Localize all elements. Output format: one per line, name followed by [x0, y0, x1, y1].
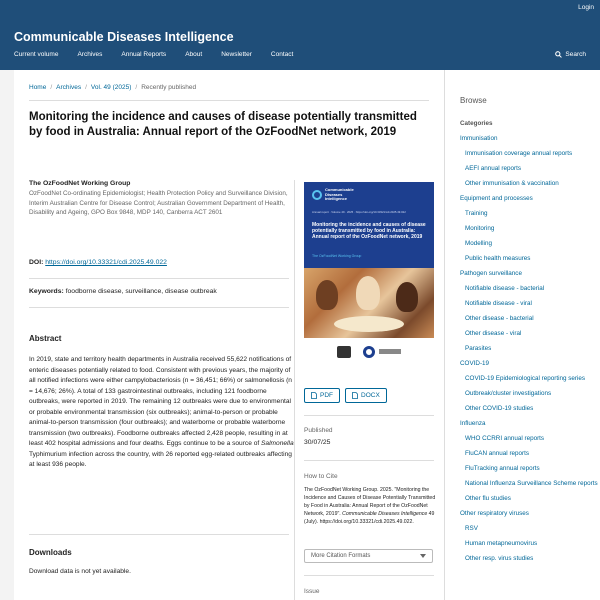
login-link[interactable]: Login: [578, 4, 594, 11]
subcategory-link[interactable]: FluTracking annual reports: [465, 465, 540, 472]
author-block: [29, 180, 289, 218]
more-citation-formats-dropdown[interactable]: [304, 549, 433, 563]
nav-annual-reports[interactable]: Annual Reports: [121, 51, 167, 58]
nav-current-volume[interactable]: Current volume: [14, 51, 59, 58]
subcategory-link[interactable]: Parasites: [465, 345, 492, 352]
file-icon: [311, 392, 317, 399]
category-link[interactable]: Pathogen surveillance: [460, 270, 522, 277]
issue-label: Issue: [304, 588, 320, 595]
site-header: [0, 0, 600, 70]
subcategory-link[interactable]: FluCAN annual reports: [465, 450, 530, 457]
breadcrumb-separator: /: [135, 84, 138, 91]
sidebar: [444, 70, 600, 600]
subcategory-link[interactable]: Training: [465, 210, 488, 217]
divider: [29, 534, 289, 535]
docx-label: DOCX: [361, 392, 380, 399]
government-crest-icon: [337, 346, 351, 358]
subcategory-link[interactable]: Modelling: [465, 240, 492, 247]
cdc-logo-icon: [363, 346, 375, 358]
cover-title: Monitoring the incidence and causes of disease potentially transmitted by food in Australia: Annual report of the OzFoodNet network, 2019: [312, 222, 426, 240]
category-link[interactable]: COVID-19: [460, 360, 490, 367]
article-title: Monitoring the incidence and causes of disease potentially transmitted by food in Australia: Annual report of the OzFoodNet network, 2019: [29, 111, 417, 138]
cover-footer: [304, 338, 434, 365]
browse-heading: Browse: [460, 96, 487, 105]
category-link[interactable]: Immunisation: [460, 135, 498, 142]
category-link[interactable]: Influenza: [460, 420, 486, 427]
breadcrumb-volume[interactable]: Vol. 49 (2025): [90, 84, 132, 91]
subcategory-link[interactable]: National Influenza Surveillance Scheme reports: [465, 480, 598, 487]
author-affiliation: OzFoodNet Co-ordinating Epidemiologist; Health Protection Policy and Surveillance Division, Interim Australian Centre for Disease Control; Australian Government Department of Health, Disability and Ageing, GPO Box 9848, MDP 140, Canberra ACT 2601: [29, 190, 288, 216]
cover-logo-text: Communicable Diseases Intelligence: [325, 187, 354, 201]
divider: [29, 278, 289, 279]
citation-part-1: The OzFoodNet Working Group. 2025. "Monitoring the Incidence and Causes of Disease Potentially Transmitted by Food in Australia: Annual Report of the OzFoodNet Network, 2019".: [304, 487, 436, 517]
breadcrumb-archives[interactable]: Archives: [56, 84, 82, 91]
more-citation-formats-label: More Citation Formats: [311, 553, 371, 559]
site-title[interactable]: Communicable Diseases Intelligence: [14, 30, 234, 44]
nav-about[interactable]: About: [185, 51, 203, 58]
search-label: Search: [565, 51, 586, 58]
subcategory-link[interactable]: Notifiable disease - bacterial: [465, 285, 545, 292]
subcategory-link[interactable]: Public health measures: [465, 255, 531, 262]
category-link[interactable]: Other respiratory viruses: [460, 510, 529, 517]
category-link[interactable]: Equipment and processes: [460, 195, 533, 202]
subcategory-link[interactable]: Other flu studies: [465, 495, 511, 502]
galley-links: [304, 388, 392, 403]
subcategory-link[interactable]: WHO CCRRI annual reports: [465, 435, 545, 442]
keywords-value: foodborne disease, surveillance, disease outbreak: [65, 288, 217, 295]
subcategory-link[interactable]: RSV: [465, 525, 478, 532]
divider: [29, 307, 289, 308]
divider: [304, 415, 434, 416]
pdf-label: PDF: [320, 392, 333, 399]
breadcrumb-home[interactable]: Home: [29, 84, 47, 91]
abstract-part-2: Typhimurium infection across the country, with 26 reported egg-related outbreaks affecting at least 936 people.: [29, 450, 292, 468]
subcategory-link[interactable]: Monitoring: [465, 225, 495, 232]
breadcrumb-separator: /: [85, 84, 87, 91]
search-link[interactable]: [555, 51, 586, 58]
cover-logo: [312, 188, 363, 202]
subcategory-link[interactable]: Other immunisation & vaccination: [465, 180, 559, 187]
subcategory-link[interactable]: COVID-19 Epidemiological reporting series: [465, 375, 586, 382]
docx-download-button[interactable]: [345, 388, 387, 403]
citation-journal: Communicable Diseases Intelligence: [342, 511, 428, 517]
divider: [29, 100, 429, 101]
subcategory-link[interactable]: Other resp. virus studies: [465, 555, 534, 562]
article-main: [14, 70, 444, 600]
author-name: The OzFoodNet Working Group: [29, 180, 131, 187]
search-icon: [555, 51, 562, 58]
subcategory-link[interactable]: AEFI annual reports: [465, 165, 522, 172]
subcategory-link[interactable]: Other COVID-19 studies: [465, 405, 534, 412]
doi-link[interactable]: https://doi.org/10.33321/cdi.2025.49.022: [45, 259, 167, 266]
keywords-label: Keywords:: [29, 288, 64, 295]
person-figure: [316, 280, 338, 310]
cdc-logo-wordmark: [379, 349, 401, 354]
cover-meta: Annual report · Volume 49 · 2025 · https://doi.org/10.33321/cdi.2025.49.022: [312, 210, 406, 214]
cover-author: The OzFoodNet Working Group: [312, 254, 362, 258]
subcategory-link[interactable]: Outbreak/cluster investigations: [465, 390, 552, 397]
abstract-heading: Abstract: [29, 334, 62, 343]
published-label: Published: [304, 427, 333, 434]
food-plate: [334, 316, 404, 332]
divider: [304, 575, 434, 576]
nav-contact[interactable]: Contact: [270, 51, 294, 58]
pdf-download-button[interactable]: [304, 388, 340, 403]
breadcrumb-separator: /: [50, 84, 53, 91]
person-figure: [356, 276, 380, 310]
file-icon: [352, 392, 358, 399]
page-content: [14, 70, 600, 600]
categories-heading: Categories: [460, 120, 493, 127]
abstract-part-1: In 2019, state and territory health departments in Australia received 55,622 notifications of enteric diseases potentially related to food. Consistent with previous years, the majority of all notified infections were either campylobacteriosis (n = 36,451; 66%) or salmonellosis (n = 14,676; 26%). A total of 133 gastrointestinal outbreaks, including 121 foodborne outbreaks, were reported in 2019. The remaining 12 outbreaks were due to environmental or probable environmental transmission (six outbreaks); animal-to-person or probable animal-to-person transmission (four outbreaks); and waterborne or probable waterborne transmission (two outbreaks). Foodborne outbreaks affected 2,428 people, resulting in at least 402 hospital admissions and four deaths. Eggs continue to be a source of: [29, 356, 292, 447]
person-figure: [396, 282, 418, 312]
downloads-text: Download data is not yet available.: [29, 568, 131, 575]
subcategory-link[interactable]: Other disease - bacterial: [465, 315, 534, 322]
divider: [304, 460, 434, 461]
breadcrumb-current: Recently published: [141, 84, 197, 91]
category-list: [460, 135, 598, 570]
cover-image: [304, 182, 434, 365]
keywords-row: [29, 288, 217, 295]
subcategory-link[interactable]: Immunisation coverage annual reports: [465, 150, 573, 157]
column-divider: [294, 180, 295, 600]
how-to-cite-label: How to Cite: [304, 473, 338, 480]
citation-text: [304, 486, 436, 526]
main-nav: [14, 51, 586, 58]
citation-part-2: 49 (July). https://doi.org/10.33321/cdi.2025.49.022.: [304, 511, 435, 525]
chevron-down-icon: [420, 554, 426, 558]
doi-label: DOI:: [29, 259, 44, 266]
published-date: 30/07/25: [304, 439, 331, 446]
cover-photo: [304, 268, 434, 338]
downloads-heading: Downloads: [29, 548, 72, 557]
subcategory-link[interactable]: Human metapneumovirus: [465, 540, 538, 547]
abstract-text: [29, 355, 294, 471]
subcategory-link[interactable]: Notifiable disease - viral: [465, 300, 532, 307]
breadcrumb: [29, 84, 196, 91]
nav-archives[interactable]: Archives: [77, 51, 103, 58]
doi-row: [29, 259, 167, 266]
subcategory-link[interactable]: Other disease - viral: [465, 330, 522, 337]
nav-newsletter[interactable]: Newsletter: [221, 51, 252, 58]
abstract-italic: Salmonella: [261, 440, 294, 447]
cdi-logo-icon: [312, 190, 322, 200]
